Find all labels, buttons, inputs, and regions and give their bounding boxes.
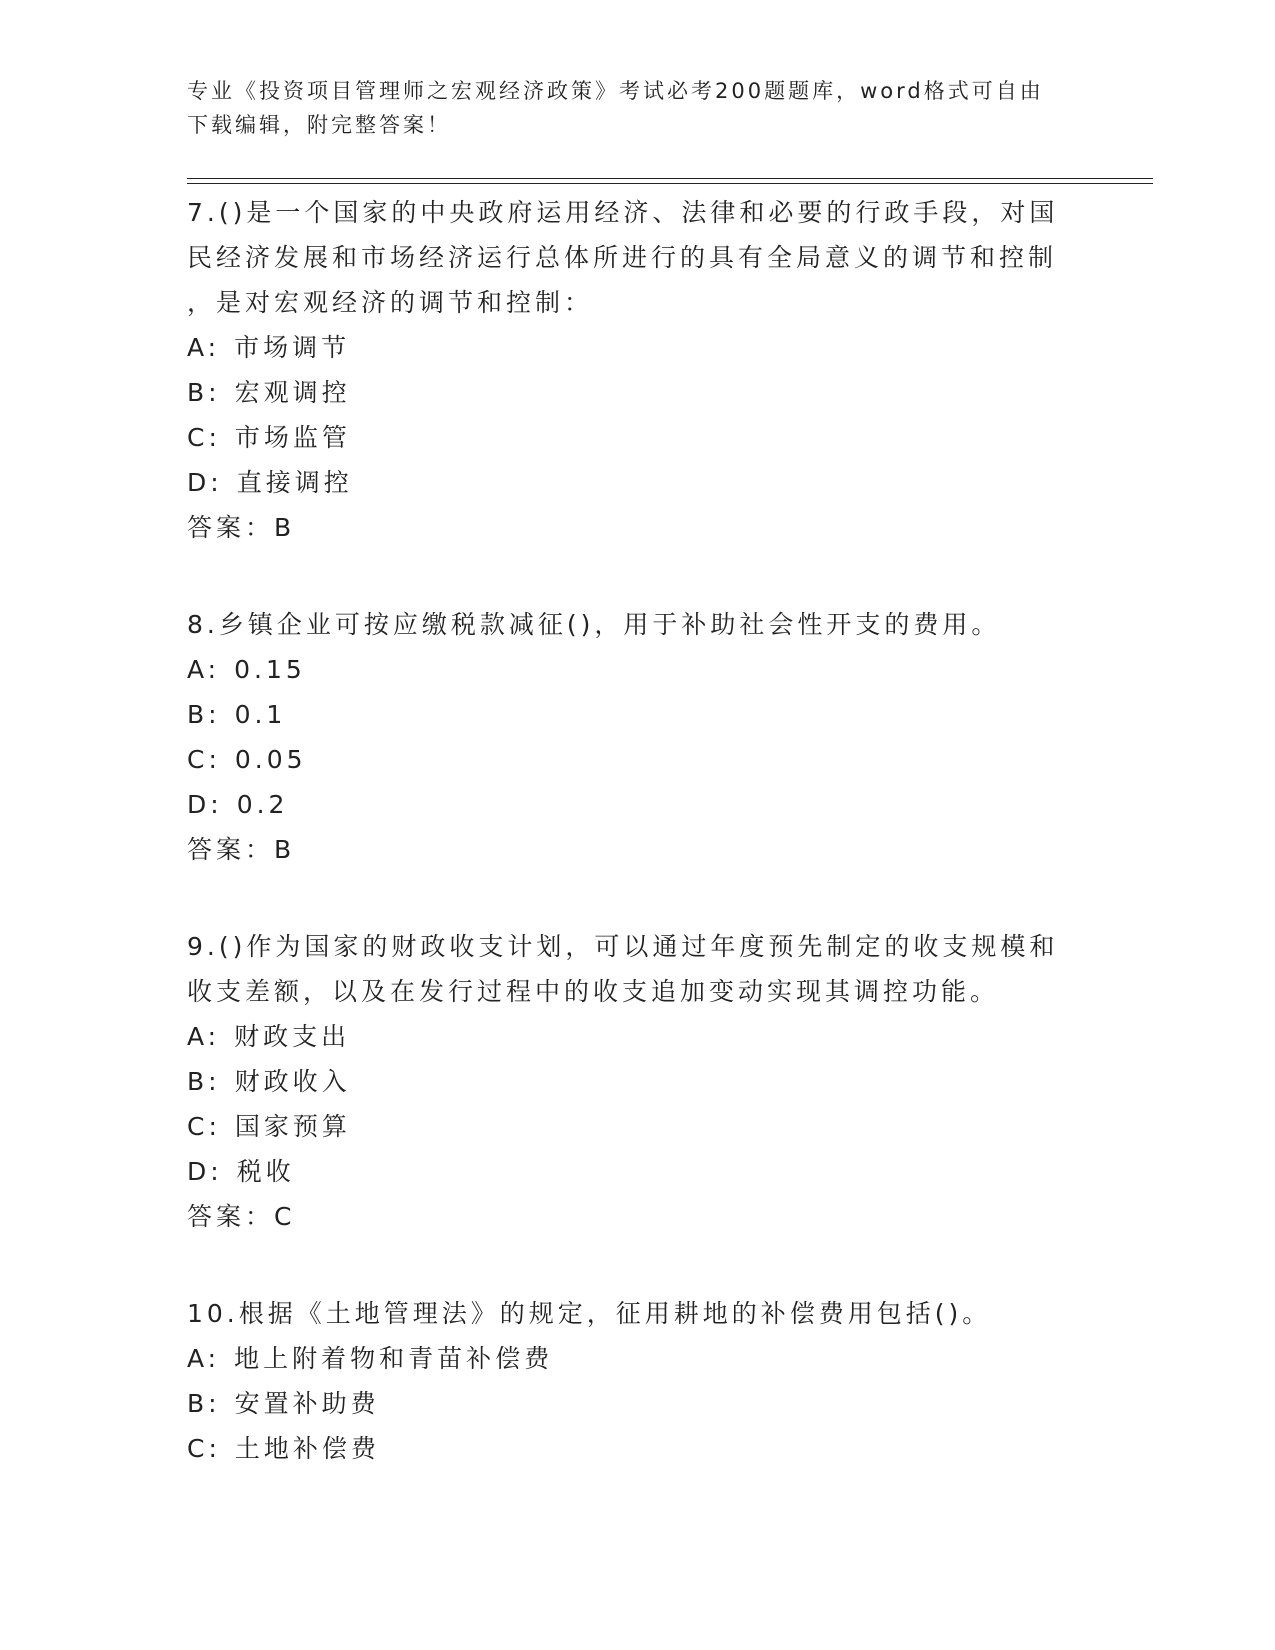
option-c bbox=[187, 415, 1087, 460]
option-a bbox=[187, 325, 1087, 370]
question-stem-line: 8.乡镇企业可按应缴税款减征()，用于补助社会性开支的费用。 bbox=[187, 610, 1001, 639]
answer-label: 答案：B bbox=[187, 835, 296, 864]
option-a bbox=[187, 647, 1087, 692]
option-key: C: bbox=[187, 423, 221, 452]
header-rule-top bbox=[187, 178, 1153, 179]
option-text: 财政收入 bbox=[234, 1067, 351, 1096]
option-d bbox=[187, 1149, 1087, 1194]
question-10 bbox=[187, 1291, 1087, 1471]
option-text: 0.2 bbox=[236, 790, 289, 819]
question-stem-line: 民经济发展和市场经济运行总体所进行的具有全局意义的调节和控制 bbox=[187, 243, 1058, 272]
option-text: 土地补偿费 bbox=[234, 1434, 380, 1463]
option-key: D: bbox=[187, 468, 223, 497]
option-key: A: bbox=[187, 655, 221, 684]
option-text: 市场调节 bbox=[234, 333, 351, 362]
option-key: C: bbox=[187, 1434, 221, 1463]
option-c bbox=[187, 1104, 1087, 1149]
option-text: 地上附着物和青苗补偿费 bbox=[234, 1344, 554, 1373]
option-text: 直接调控 bbox=[236, 468, 353, 497]
option-c bbox=[187, 737, 1087, 782]
option-b bbox=[187, 370, 1087, 415]
option-key: B: bbox=[187, 700, 221, 729]
question-7 bbox=[187, 190, 1087, 550]
document-header bbox=[187, 74, 1067, 142]
option-key: B: bbox=[187, 1389, 221, 1418]
option-text: 宏观调控 bbox=[234, 378, 351, 407]
option-c bbox=[187, 1426, 1087, 1471]
header-rule-bottom bbox=[187, 183, 1153, 184]
option-text: 市场监管 bbox=[234, 423, 351, 452]
option-key: C: bbox=[187, 1112, 221, 1141]
option-key: A: bbox=[187, 1344, 221, 1373]
option-key: B: bbox=[187, 1067, 221, 1096]
option-text: 0.15 bbox=[234, 655, 306, 684]
answer-label: 答案：B bbox=[187, 513, 296, 542]
option-a bbox=[187, 1014, 1087, 1059]
header-line-1: 专业《投资项目管理师之宏观经济政策》考试必考200题题库，word格式可自由 bbox=[187, 79, 1044, 103]
option-text: 安置补助费 bbox=[234, 1389, 380, 1418]
option-d bbox=[187, 460, 1087, 505]
option-b bbox=[187, 1059, 1087, 1104]
question-list bbox=[187, 190, 1087, 1523]
question-stem-line: 10.根据《土地管理法》的规定，征用耕地的补偿费用包括()。 bbox=[187, 1299, 992, 1328]
option-text: 国家预算 bbox=[234, 1112, 351, 1141]
option-text: 0.05 bbox=[234, 745, 307, 774]
option-text: 财政支出 bbox=[234, 1022, 351, 1051]
option-text: 税收 bbox=[236, 1157, 295, 1186]
option-key: A: bbox=[187, 1022, 221, 1051]
option-key: C: bbox=[187, 745, 221, 774]
option-key: B: bbox=[187, 378, 221, 407]
header-line-2: 下载编辑，附完整答案！ bbox=[187, 113, 451, 137]
answer-label: 答案：C bbox=[187, 1202, 296, 1231]
question-8 bbox=[187, 602, 1087, 872]
option-b bbox=[187, 1381, 1087, 1426]
option-key: D: bbox=[187, 1157, 223, 1186]
option-a bbox=[187, 1336, 1087, 1381]
question-9 bbox=[187, 924, 1087, 1239]
question-stem-line: 7.()是一个国家的中央政府运用经济、法律和必要的行政手段，对国 bbox=[187, 198, 1059, 227]
option-text: 0.1 bbox=[234, 700, 287, 729]
option-key: A: bbox=[187, 333, 221, 362]
option-b bbox=[187, 692, 1087, 737]
question-stem-line: 9.()作为国家的财政收支计划，可以通过年度预先制定的收支规模和 bbox=[187, 932, 1059, 961]
option-d bbox=[187, 782, 1087, 827]
question-stem-line: 收支差额，以及在发行过程中的收支追加变动实现其调控功能。 bbox=[187, 977, 1000, 1006]
question-stem-line: ，是对宏观经济的调节和控制： bbox=[187, 288, 594, 317]
option-key: D: bbox=[187, 790, 223, 819]
